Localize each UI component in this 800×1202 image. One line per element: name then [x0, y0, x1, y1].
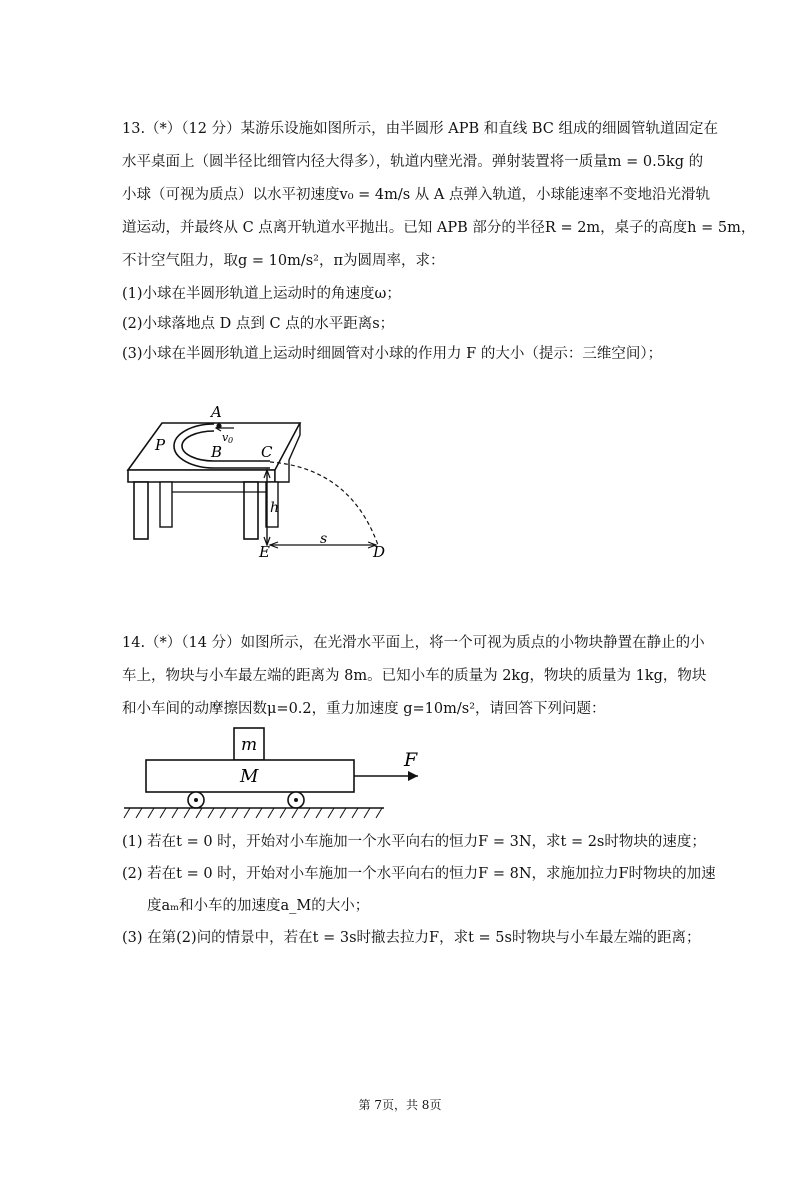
label-M: M — [240, 766, 259, 787]
label-D: D — [373, 543, 386, 561]
force-F-arrowhead — [408, 771, 418, 781]
label-m: m — [241, 735, 258, 755]
q13-line-4: 道运动，并最终从 C 点离开轨道水平抛出。已知 APB 部分的半径R = 2m，桌子的高度h = 5m， — [122, 220, 756, 236]
label-B: B — [211, 443, 223, 461]
q14-line-2: 车上，物块与小车最左端的距离为 8m。已知小车的质量为 2kg，物块的质量为 1kg，物块 — [122, 668, 707, 684]
q13-line-3: 小球（可视为质点）以水平初速度v₀ = 4m/s 从 A 点弹入轨道，小球能速率不变地沿光滑轨 — [122, 187, 710, 203]
q13-part-3: (3)小球在半圆形轨道上运动时细圆管对小球的作用力 F 的大小（提示：三维空间）； — [122, 346, 663, 362]
label-E: E — [259, 543, 270, 561]
label-C: C — [261, 443, 273, 461]
q13-part-2: (2)小球落地点 D 点到 C 点的水平距离s； — [122, 316, 395, 332]
wheel-left-hub — [194, 798, 198, 802]
label-A: A — [211, 403, 222, 421]
q13-line-2: 水平桌面上（圆半径比细管内径大得多），轨道内壁光滑。弹射装置将一质量m = 0.5kg 的 — [122, 154, 704, 170]
q14-line-3: 和小车间的动摩擦因数μ=0.2，重力加速度 g=10m/s²，请回答下列问题： — [122, 701, 606, 717]
label-s: s — [320, 531, 328, 547]
q14-part-2-cont: 度aₘ和小车的加速度a_M的大小； — [147, 898, 370, 914]
q13-line-5: 不计空气阻力，取g = 10m/s²，π为圆周率，求： — [122, 253, 445, 269]
q14-part-1: (1) 若在t = 0 时，开始对小车施加一个水平向右的恒力F = 3N，求t = 2s时物块的速度； — [122, 834, 706, 850]
label-h: h — [270, 500, 280, 516]
label-F: F — [404, 749, 418, 771]
label-P: P — [155, 436, 166, 454]
ground-hatching — [124, 808, 382, 818]
label-v0: v — [222, 431, 229, 444]
q13-part-1: (1)小球在半圆形轨道上运动时的角速度ω； — [122, 286, 401, 302]
q13-line-1: 13.（*）（12 分）某游乐设施如图所示，由半圆形 APB 和直线 BC 组成的细圆管轨道固定在 — [122, 121, 718, 137]
label-v0-sub: 0 — [228, 436, 234, 445]
q14-part-2: (2) 若在t = 0 时，开始对小车施加一个水平向右的恒力F = 8N，求施加拉力F时物块的加速 — [122, 866, 716, 882]
page-footer: 第 7页，共 8页 — [358, 1098, 442, 1112]
wheel-right-hub — [294, 798, 298, 802]
q14-line-1: 14.（*）（14 分）如图所示，在光滑水平面上，将一个可视为质点的小物块静置在静止的小 — [122, 635, 705, 651]
q14-part-3: (3) 在第(2)问的情景中，若在t = 3s时撤去拉力F，求t = 5s时物块与小车最左端的距离； — [122, 930, 701, 946]
